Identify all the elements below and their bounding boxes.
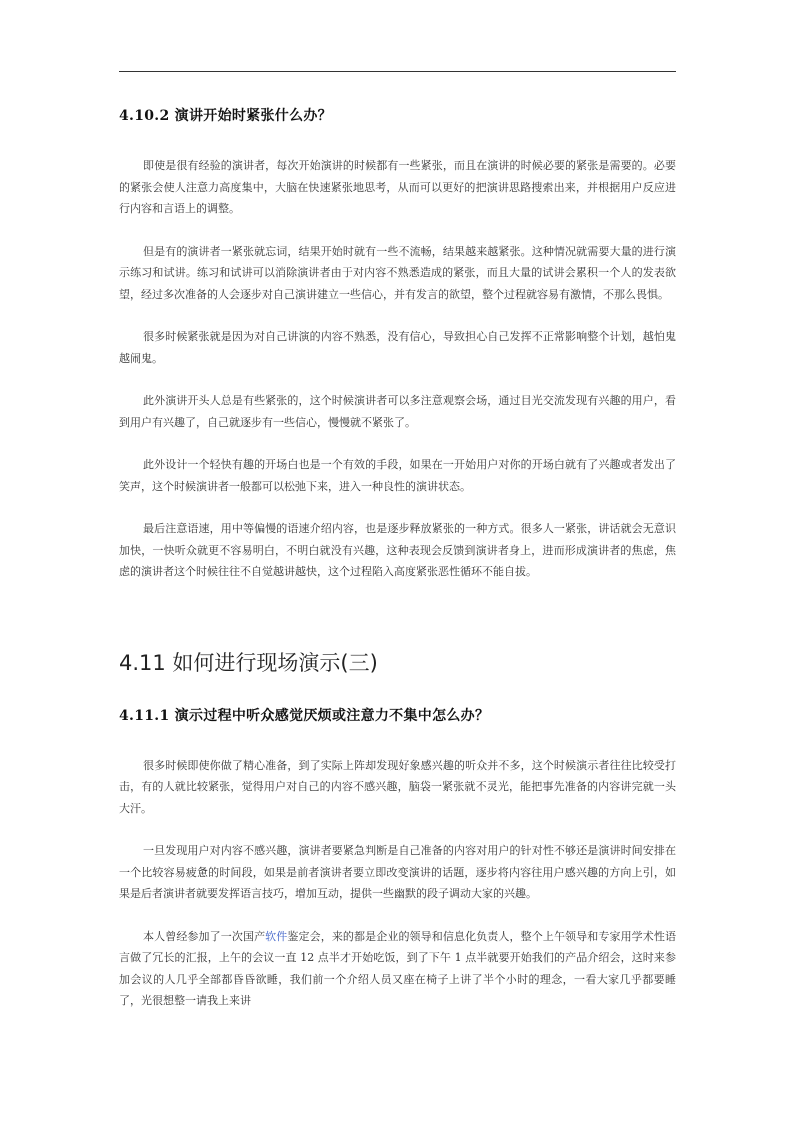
section-heading-4-11-1: 4.11.1 演示过程中听众感觉厌烦或注意力不集中怎么办？ [119, 707, 490, 724]
paragraph-text-before-link: 本人曾经参加了一次国产 [143, 929, 266, 943]
paragraph: 一旦发现用户对内容不感兴趣，演讲者要紧急判断是自己准备的内容对用户的针对性不够还是演讲时间安排在一个比较容易疲惫的时间段，如果是前者演讲者要立即改变演讲的话题，逐步将内容往用户感兴趣的方向上引，如果是后者演讲者就要发挥语言技巧，增加互动，提供一些幽默的段子调动大家的兴趣。 [119, 844, 676, 900]
header-rule [119, 71, 676, 72]
paragraph: 此外演讲开头人总是有些紧张的，这个时候演讲者可以多注意观察会场，通过目光交流发现有兴趣的用户，看到用户有兴趣了，自己就逐步有一些信心，慢慢就不紧张了。 [119, 394, 676, 429]
paragraph: 此外设计一个轻快有趣的开场白也是一个有效的手段，如果在一开始用户对你的开场白就有了兴趣或者发出了笑声，这个时候演讲者一般都可以松弛下来，进入一种良性的演讲状态。 [119, 458, 676, 493]
paragraph: 即使是很有经验的演讲者，每次开始演讲的时候都有一些紧张，而且在演讲的时候必要的紧张是需要的。必要的紧张会使人注意力高度集中，大脑在快速紧张地思考，从而可以更好的把演讲思路搜索出来，并根据用户反应进行内容和言语上的调整。 [119, 159, 676, 215]
paragraph [119, 926, 676, 1012]
software-link[interactable]: 软件 [265, 929, 288, 943]
last-paragraph-clip [119, 926, 677, 1007]
section-heading-4-10-2: 4.10.2 演讲开始时紧张什么办？ [119, 108, 332, 124]
paragraph: 最后注意语速，用中等偏慢的语速介绍内容，也是逐步释放紧张的一种方式。很多人一紧张，讲话就会无意识加快，一快听众就更不容易明白，不明白就没有兴趣，这种表现会反馈到演讲者身上，进而形成演讲者的焦虑，焦虑的演讲者这个时候往往不自觉越讲越快，这个过程陷入高度紧张恶性循环不能自拔。 [119, 522, 676, 578]
document-body [119, 100, 677, 1007]
paragraph-text-after-link: 鉴定会，来的都是企业的领导和信息化负责人，整个上午领导和专家用学术性语言做了冗长的汇报，上午的会议一直 12 点半才开始吃饭，到了下午 1 点半就要开始我们的产品介绍会，这时来参加会议的人几乎全部都昏昏欲睡，我们前一个介绍人员又座在椅子上讲了半个小时的理念，一看大家几乎都要睡了，光很想整一请我上来讲 [119, 929, 677, 1007]
section-heading-4-11: 4.11 如何进行现场演示(三) [119, 650, 378, 675]
paragraph: 很多时候即使你做了精心准备，到了实际上阵却发现好象感兴趣的听众并不多，这个时候演示者往往比较受打击，有的人就比较紧张，觉得用户对自己的内容不感兴趣，脑袋一紧张就不灵光，能把事先准备的内容讲完就一头大汗。 [119, 758, 676, 815]
paragraph: 但是有的演讲者一紧张就忘词，结果开始时就有一些不流畅，结果越来越紧张。这种情况就需要大量的进行演示练习和试讲。练习和试讲可以消除演讲者由于对内容不熟悉造成的紧张，而且大量的试讲会累积一个人的发表欲望，经过多次准备的人会逐步对自己演讲建立一些信心，并有发言的欲望，整个过程就容易有激情，不那么畏惧。 [119, 244, 676, 301]
paragraph: 很多时候紧张就是因为对自己讲演的内容不熟悉，没有信心，导致担心自己发挥不正常影响整个计划，越怕鬼越闹鬼。 [119, 330, 676, 365]
